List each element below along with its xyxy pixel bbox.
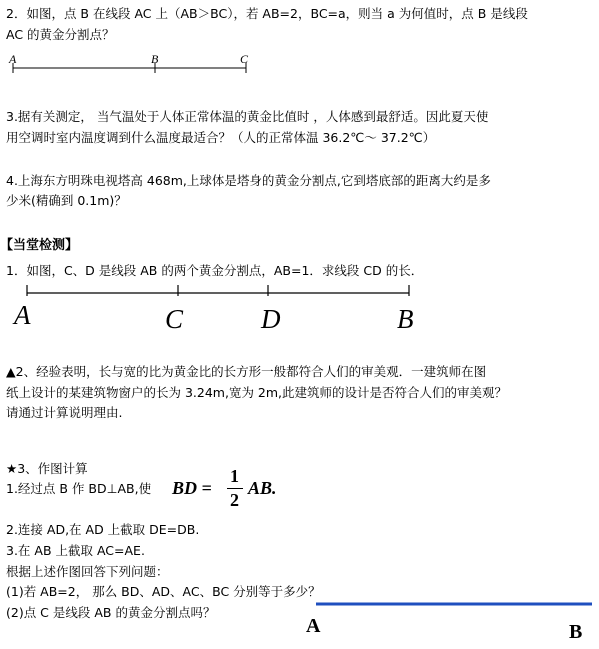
section-title: 【当堂检测】	[0, 238, 79, 253]
d3-step2: 2.连接 AD,在 AD 上截取 DE=DB.	[6, 522, 200, 537]
d2-text-line1: ▲2、经验表明，长与宽的比为黄金比的长方形一般都符合人们的审美观．一建筑师在图	[6, 364, 487, 379]
q2-label-a: A	[9, 52, 17, 66]
d3-prompt: 根据上述作图回答下列问题：	[6, 564, 169, 579]
q4-text-line1: 4.上海东方明珠电视塔高 468m,上球体是塔身的黄金分割点,它到塔底部的距离大约是多	[6, 173, 491, 188]
d3-label-b: B	[569, 621, 583, 643]
q2-label-b: B	[151, 52, 159, 66]
q3-text-line2: 用空调时室内温度调到什么温度最适合？（人的正常体温 36.2℃～ 37.2℃）	[6, 130, 436, 145]
d3-label-a: A	[306, 615, 321, 637]
formula-lhs: BD =	[172, 478, 212, 498]
d1-text: 1．如图，C、D 是线段 AB 的两个黄金分割点，AB=1．求线段 CD 的长．	[6, 263, 424, 278]
formula-denominator: 2	[230, 490, 239, 510]
q2-label-c: C	[240, 52, 249, 66]
d3-step1: 1.经过点 B 作 BD⊥AB,使	[6, 481, 152, 496]
formula-rhs: AB.	[248, 478, 277, 498]
d1-label-d: D	[261, 304, 281, 334]
d1-label-c: C	[165, 304, 184, 334]
d3-step3: 3.在 AB 上截取 AC=AE.	[6, 543, 145, 558]
d2-text-line2: 纸上设计的某建筑物窗户的长为 3.24m,宽为 2m,此建筑师的设计是否符合人们的审美观？	[6, 385, 508, 400]
q2-text-line1: 2．如图，点 B 在线段 AC 上（AB＞BC），若 AB=2，BC=a，则当 a 为何值时，点 B 是线段	[6, 6, 528, 21]
d2-text-line3: 请通过计算说明理由.	[6, 405, 123, 420]
d3-sub1: (1)若 AB=2， 那么 BD、AD、AC、BC 分别等于多少？	[6, 584, 321, 599]
d1-label-b: B	[397, 304, 414, 334]
q3-text-line1: 3.据有关测定， 当气温处于人体正常体温的黄金比值时 ，人体感到最舒适。因此夏天使	[6, 109, 489, 124]
d3-sub2: (2)点 C 是线段 AB 的黄金分割点吗？	[6, 605, 216, 620]
formula-numerator: 1	[230, 466, 239, 486]
q2-text-line2: AC 的黄金分割点？	[6, 27, 115, 42]
formula-fraction-bar	[227, 488, 243, 489]
q4-text-line2: 少米(精确到 0.1m)？	[6, 193, 127, 208]
d1-label-a: A	[14, 300, 31, 330]
d3-title: ★3、作图计算	[6, 461, 88, 476]
